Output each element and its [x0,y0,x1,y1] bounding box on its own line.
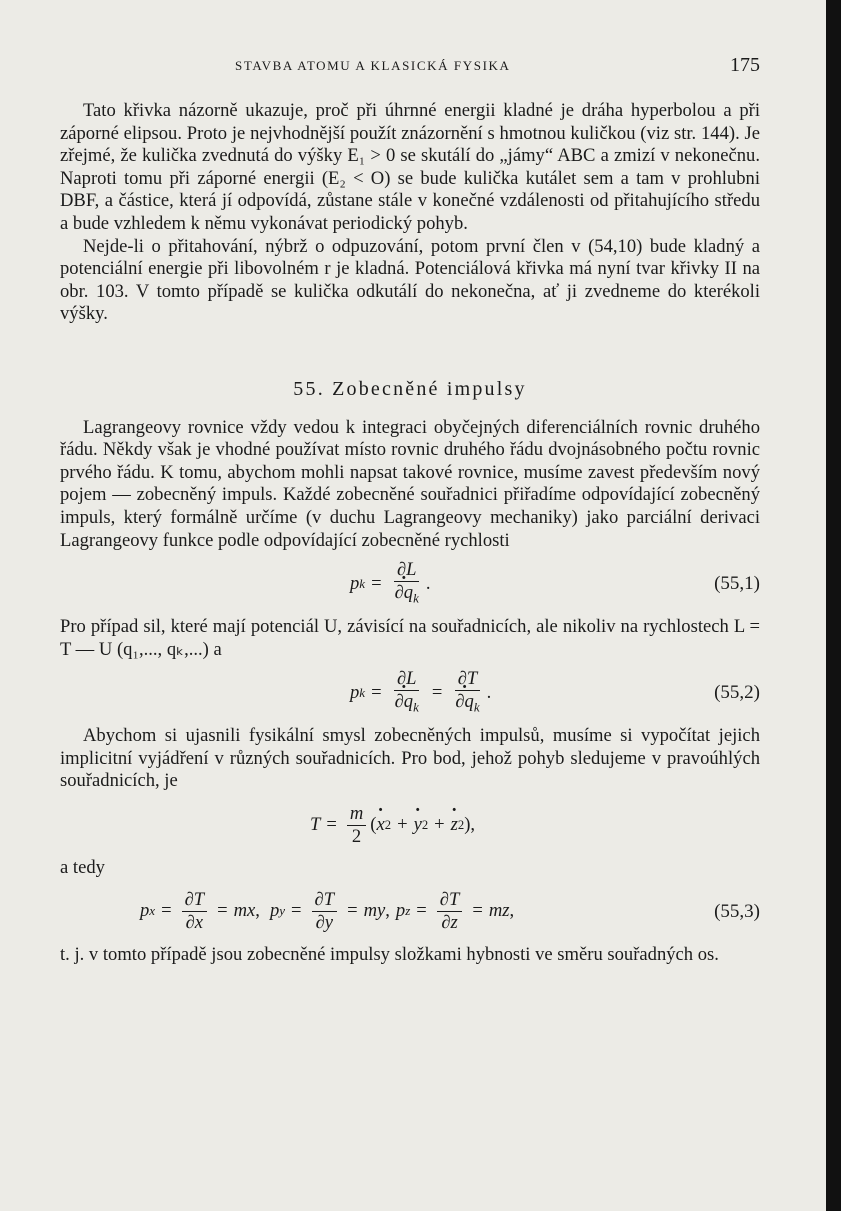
plus-sign: + [397,813,408,835]
equation-55-1 [60,558,760,610]
equals-sign: = [161,900,172,922]
eq-pz: p [395,900,406,922]
paragraph-a-tedy: a tedy [60,857,105,879]
equation-55-1-body [350,558,431,610]
denominator [392,691,422,719]
eq-sub-y: y [279,903,286,919]
equation-kinetic-energy [60,799,760,851]
eq-px: p [140,900,150,922]
equals-sign: = [217,900,228,922]
denominator: ∂x [185,912,204,934]
paragraph-potencial: Pro případ sil, které mají potenciál U, závisící na souřadnicích, ale nikoliv na rychlostech L = T — U (q₁,..., qₖ,...) a [60,616,760,660]
equals-sign: = [291,900,302,922]
paren-open: ( [370,813,377,835]
paragraph-hybnost: t. j. v tomto případě jsou zobecněné impulsy složkami hybnosti ve směru souřadných os. [60,943,719,965]
square: 2 [421,817,429,832]
fraction-dl-dqk [392,559,422,610]
equals-sign: = [371,681,382,703]
comma: , [385,900,390,922]
paragraph-fysikalni-smysl: Abychom si ujasnili fysikální smysl zobecněných impulsů, musíme si vypočítat jejich implicitní vyjádření v různých souřadnicích. Pro bod, jehož pohyb sledujeme v pravoúhlých souřadnicích, je [60,725,760,792]
numerator: ∂T [312,889,338,912]
eq-sub-x: x [149,903,156,919]
paragraph-lagrange-rovnice: Lagrangeovy rovnice vždy vedou k integraci obyčejných diferenciálních rovnic druhého řádu. Někdy však je vhodné používat místo rovnic druhého řádu dvojnásobného počtu rovnic prvého řádu. K tomu, abychom mohli napsat takové rovnice, musíme zavest především nový pojem — zobecněný impuls. Každé zobecněné souřadnici přiřadíme odpovídající zobecněný impuls, který formálně určíme (v duchu Lagrangeovy mechaniky) jako parciální derivaci Lagrangeovy funkce podle odpovídající zobecněné rychlosti [60,416,760,551]
eq-py: p [269,900,280,922]
eq-sub-k: k [359,684,366,700]
numerator: m [347,803,366,826]
denominator-dq: ∂q · [395,582,414,603]
equals-sign: = [347,900,358,922]
fraction-dt-dqk [452,668,482,719]
body-text [60,100,760,966]
momentum-my: my [363,900,386,922]
fraction-dt-dx [182,889,208,934]
equation-kinetic-energy-body [310,799,475,851]
page-number: 175 [730,54,760,76]
denominator-sub: k [413,699,419,715]
equation-number: (55,2) [714,682,760,704]
eq-tail: . [486,681,492,703]
numerator: ∂T [182,889,208,912]
plus-sign: + [434,813,445,835]
paragraph-odpuzovani: Nejde-li o přitahování, nýbrž o odpuzování, potom první člen v (54,10) bude kladný a potenciální energie při libovolném r je kladná. Potenciálová křivka má nyní tvar křivky II na obr. 103. V tomto případě se kulička odkutálí do nekonečna, ať ji zvedneme do kterékoli výšky. [60,235,760,325]
equation-55-2-body [350,667,491,719]
equation-55-3-body [140,886,514,938]
equals-sign: = [431,681,443,703]
equals-sign: = [416,900,427,922]
paren-close: ), [464,813,476,835]
section-heading: 55. Zobecněné impulsy [293,377,527,400]
y-dot: y · [414,814,422,837]
paragraph-kulicka-jama: Tato křivka názorně ukazuje, proč při úhrnné energii kladné je dráha hyperbolou a při záporné elipsou. Proto je nejvhodnější použít znázornění s hmotnou kuličkou (viz str. 144). Je zřejmé, že kulička zvednutá do výšky E₁ > 0 se skutálí do „jámy“ ABC a zmizí v nekonečnu. Naproti tomu při záporné energii (E₂ < O) se bude kulička kutálet sem a tam v prohlubni DBF, a částice, která jí odpovídá, zůstane stále v konečné vzdálenosti od přitahujícího středu a bude vzhledem k němu vykonávat periodický pohyb. [60,100,760,234]
fraction-m-2 [347,803,366,848]
denominator-dq: ∂q · [455,691,474,712]
eq-tail: . [425,572,431,594]
square: 2 [384,817,392,832]
equation-55-3 [60,886,760,938]
numerator: ∂L [394,668,420,691]
denominator: ∂z [441,912,458,934]
x-dot: x · [376,814,384,837]
denominator [392,582,422,610]
square: 2 [457,817,465,832]
equation-55-2 [60,667,760,719]
eq-sub-z: z [405,903,411,919]
equals-sign: = [326,813,337,835]
equation-number: (55,1) [714,573,760,595]
denominator-sub: k [413,590,419,606]
running-title: STAVBA ATOMU A KLASICKÁ FYSIKA [235,58,511,73]
numerator: ∂T [437,889,463,912]
fraction-dt-dz [437,889,463,934]
denominator-dq: ∂q · [395,691,414,712]
denominator-sub: k [473,699,480,715]
comma: , [509,900,515,922]
equation-number: (55,3) [714,900,760,922]
eq-p: p [350,572,360,594]
fraction-dt-dy [312,889,338,934]
equals-sign: = [472,900,483,922]
comma: , [255,900,260,922]
equals-sign: = [371,572,382,594]
denominator: 2 [351,825,362,847]
denominator [452,691,482,719]
eq-sub-k: k [359,575,366,591]
momentum-mz: mz [488,900,510,922]
eq-p: p [350,681,360,703]
numerator: ∂T [455,668,481,691]
eq-T: T [310,813,321,835]
momentum-mx: mx [233,900,256,922]
denominator: ∂y [315,912,334,934]
fraction-dl-dqk [392,668,422,719]
numerator: ∂L [394,559,420,582]
z-dot: z · [451,814,458,837]
